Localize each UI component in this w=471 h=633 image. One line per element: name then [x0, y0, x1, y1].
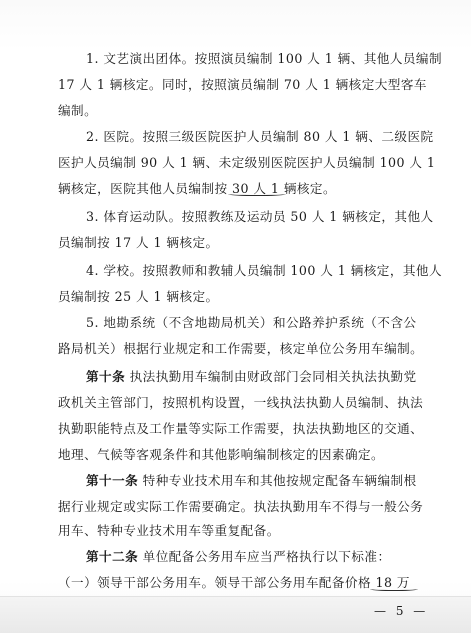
article-heading: 第十一条: [86, 473, 139, 488]
text-line: 1. 文艺演出团体。按照演员编制 100 人 1 辆、其他人员编制: [86, 51, 442, 66]
text-line: 5. 地勘系统（不含地勘局机关）和公路养护系统（不含公: [86, 315, 417, 330]
article-text: 特种专业技术用车和其他按规定配备车辆编制根: [142, 473, 417, 488]
article-text: 单位配备公务用车应当严格执行以下标准：: [142, 549, 391, 564]
text-line: 4. 学校。按照教师和教辅人员编制 100 人 1 辆核定，其他人: [86, 263, 442, 278]
article-line: [86, 473, 428, 489]
text-line: 医护人员编制 90 人 1 辆、未定级别医院医护人员编制 100 人 1: [58, 155, 436, 170]
article-line: [86, 549, 428, 565]
article-heading: 第十条: [86, 369, 126, 384]
article-heading: 第十二条: [86, 549, 139, 564]
text-line: 员编制按 17 人 1 辆核定。: [58, 235, 219, 250]
handwritten-underline: [370, 586, 418, 591]
text-line: 编制。: [58, 103, 98, 118]
text-line: 地理、气候等客观条件和其他影响编制核定的因素确定。: [58, 447, 385, 462]
handwritten-underline: [228, 191, 286, 196]
text-line: 员编制按 25 人 1 辆核定。: [58, 289, 219, 304]
text-line: 执勤职能特点及工作量等实际工作需要，执法执勤地区的交通、: [58, 421, 424, 436]
text-line: 17 人 1 辆核定。同时，按照演员编制 70 人 1 辆核定大型客车: [58, 77, 427, 92]
text-line: （一）领导干部公务用车。领导干部公务用车配备价格 18 万: [58, 575, 410, 590]
article-text: 执法执勤用车编制由财政部门会同相关执法执勤党: [129, 369, 417, 384]
page-number: — 5 —: [374, 604, 429, 618]
text-line: 3. 体育运动队。按照教练及运动员 50 人 1 辆核定，其他人: [86, 209, 434, 224]
text-line: 路局机关）根据行业规定和工作需要，核定单位公务用车编制。: [58, 341, 424, 356]
text-line: 2. 医院。按照三级医院医护人员编制 80 人 1 辆、二级医院: [86, 129, 434, 144]
text-line: 据行业规定或实际工作需要确定。执法执勤用车不得与一般公务: [58, 499, 424, 514]
text-line: 辆核定，医院其他人员编制按 30 人 1 辆核定。: [58, 181, 336, 196]
text-line: 政机关主管部门，按照机构设置，一线执法执勤人员编制、执法: [58, 395, 424, 410]
text-line: 用车、特种专业技术用车等重复配备。: [58, 523, 280, 538]
article-line: [86, 369, 428, 385]
